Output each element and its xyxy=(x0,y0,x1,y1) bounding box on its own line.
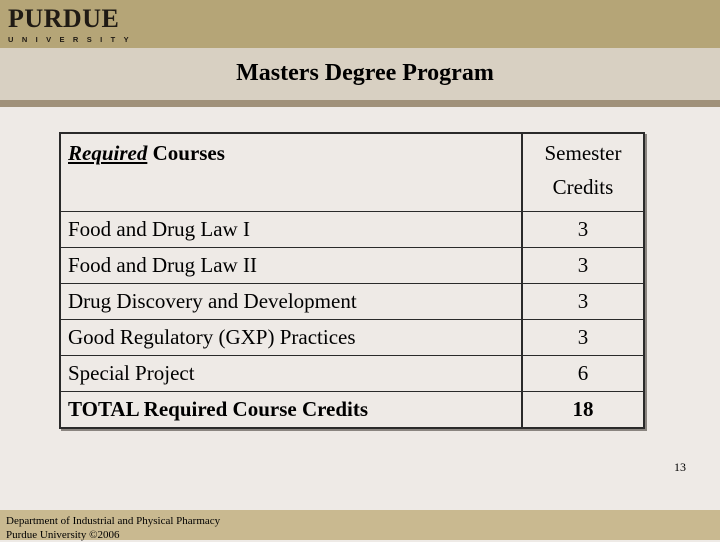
header-credits-line1: Semester xyxy=(544,141,622,165)
total-credits: 18 xyxy=(522,392,643,428)
header-course xyxy=(61,134,522,212)
table-row xyxy=(61,248,643,284)
footer-copyright: Purdue University ©2006 xyxy=(6,529,120,541)
course-name: Special Project xyxy=(61,356,522,392)
course-credits: 3 xyxy=(522,284,643,320)
course-name: Food and Drug Law II xyxy=(61,248,522,284)
table-total-row xyxy=(61,392,643,428)
header-course-emphasis: Required xyxy=(68,141,148,165)
course-credits: 3 xyxy=(522,212,643,248)
header-credits-line2: Credits xyxy=(552,175,614,199)
title-rule xyxy=(0,100,720,107)
table-header-row xyxy=(61,134,643,212)
table-row xyxy=(61,356,643,392)
header-course-rest: Courses xyxy=(147,141,225,165)
course-name: Food and Drug Law I xyxy=(61,212,522,248)
total-label: TOTAL Required Course Credits xyxy=(61,392,522,428)
table-row xyxy=(61,284,643,320)
course-name: Good Regulatory (GXP) Practices xyxy=(61,320,522,356)
footer-department: Department of Industrial and Physical Pharmacy xyxy=(6,515,221,527)
logo-subtitle: UNIVERSITY xyxy=(8,35,138,44)
course-credits: 6 xyxy=(522,356,643,392)
purdue-logo xyxy=(8,4,138,44)
page-title: Masters Degree Program xyxy=(236,60,494,86)
courses-table xyxy=(59,132,645,429)
page-number: 13 xyxy=(674,460,686,474)
logo-wordmark: PURDUE xyxy=(8,4,120,33)
header-credits xyxy=(522,134,643,212)
course-credits: 3 xyxy=(522,320,643,356)
course-credits: 3 xyxy=(522,248,643,284)
table-row xyxy=(61,212,643,248)
table-row xyxy=(61,320,643,356)
course-name: Drug Discovery and Development xyxy=(61,284,522,320)
